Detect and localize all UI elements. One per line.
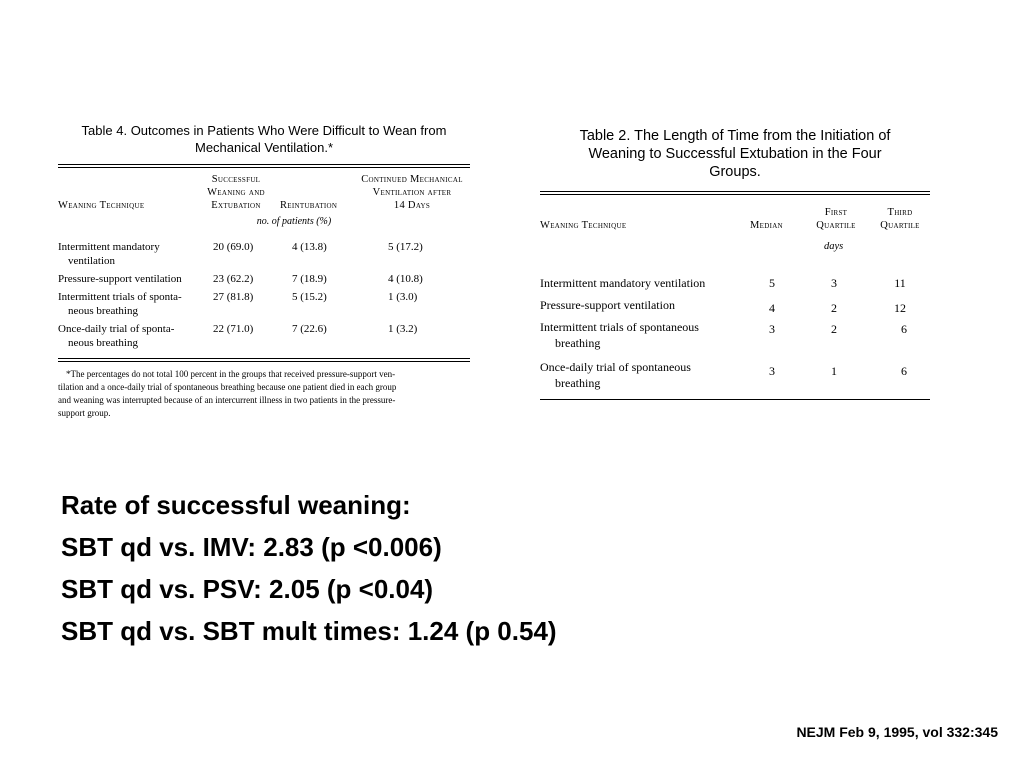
t2-header-first-l1: First — [824, 207, 848, 218]
cell-reintubation: 4 (13.8) — [292, 241, 327, 253]
cell-first-quartile: 1 — [831, 364, 837, 378]
summary-line-3: SBT qd vs. PSV: 2.05 (p <0.04) — [61, 574, 434, 604]
row-label — [540, 359, 760, 391]
row-label-line-2: breathing — [555, 336, 601, 350]
t4-header-continued-l3: 14 Days — [393, 200, 431, 211]
table-row — [58, 240, 470, 272]
footnote-line-4: support group. — [58, 408, 111, 418]
table-4-title-line-1: Table 4. Outcomes in Patients Who Were Difficult to Wean from — [81, 123, 447, 138]
row-label — [540, 319, 760, 351]
row-label-line-1: Pressure-support ventilation — [540, 298, 675, 312]
cell-reintubation: 7 (18.9) — [292, 273, 327, 285]
row-label — [540, 297, 760, 313]
t4-header-successful-l3: Extubation — [211, 200, 261, 211]
table-2-title-line-1: Table 2. The Length of Time from the Initiation of — [579, 128, 891, 144]
table-row — [540, 319, 930, 359]
table-4-title-line-2: Mechanical Ventilation.* — [194, 140, 334, 155]
cell-reintubation: 5 (15.2) — [292, 291, 327, 303]
t4-header-successful — [206, 173, 266, 212]
summary-line-1: Rate of successful weaning: — [61, 490, 411, 520]
t4-header-successful-l1: Successful — [211, 174, 261, 185]
row-label-line-1: Intermittent trials of sponta- — [58, 291, 182, 303]
cell-continued: 1 (3.0) — [388, 291, 418, 303]
cell-reintubation: 7 (22.6) — [292, 323, 327, 335]
cell-first-quartile: 2 — [831, 322, 837, 336]
row-label-line-1: Intermittent mandatory ventilation — [540, 276, 706, 290]
row-label-line-2: ventilation — [68, 255, 116, 267]
summary-line-4: SBT qd vs. SBT mult times: 1.24 (p 0.54) — [61, 616, 557, 646]
cell-third-quartile: 6 — [901, 364, 907, 378]
cell-successful: 27 (81.8) — [213, 291, 254, 303]
t4-header-technique: Weaning Technique — [58, 200, 145, 211]
cell-third-quartile: 6 — [901, 322, 907, 336]
t4-header-continued-l2: Ventilation after — [372, 187, 452, 198]
footnote-line-3: and weaning was interrupted because of an intercurrent illness in two patients in the pressure- — [58, 395, 396, 405]
t2-unit-label: days — [824, 241, 844, 252]
row-label-line-2: neous breathing — [68, 337, 138, 349]
cell-median: 4 — [769, 301, 775, 315]
table-row — [540, 297, 930, 319]
cell-first-quartile: 2 — [831, 301, 837, 315]
row-label — [58, 272, 208, 286]
row-label-line-2: neous breathing — [68, 305, 138, 317]
cell-median: 3 — [769, 322, 775, 336]
t4-header-continued-l1: Continued Mechanical — [361, 174, 463, 185]
table-2-title — [540, 127, 930, 181]
t4-header-successful-l2: Weaning and — [207, 187, 265, 198]
t2-header-technique: Weaning Technique — [540, 220, 627, 231]
t4-header-continued — [354, 173, 470, 212]
row-label-line-1: Once-daily trial of sponta- — [58, 323, 175, 335]
summary-line-2: SBT qd vs. IMV: 2.83 (p <0.006) — [61, 532, 442, 562]
table-2-title-line-2: Weaning to Successful Extubation in the Four — [588, 146, 882, 162]
cell-median: 5 — [769, 276, 775, 290]
table-4-footnote — [58, 368, 470, 420]
summary-text — [61, 484, 557, 652]
table-2 — [540, 127, 930, 400]
table-row — [58, 272, 470, 290]
row-label-line-1: Pressure-support ventilation — [58, 273, 182, 285]
cell-median: 3 — [769, 364, 775, 378]
cell-successful: 23 (62.2) — [213, 273, 254, 285]
t2-header-first-quartile — [806, 206, 866, 232]
row-label-line-1: Once-daily trial of spontaneous — [540, 360, 691, 374]
cell-third-quartile: 12 — [894, 301, 906, 315]
cell-first-quartile: 3 — [831, 276, 837, 290]
table-row — [540, 275, 930, 297]
cell-successful: 20 (69.0) — [213, 241, 254, 253]
row-label — [58, 240, 208, 268]
table-4-header — [58, 168, 470, 216]
cell-continued: 1 (3.2) — [388, 323, 418, 335]
table-2-title-line-3: Groups. — [709, 164, 761, 180]
row-label-line-1: Intermittent trials of spontaneous — [540, 320, 699, 334]
table-2-header — [540, 195, 930, 235]
table-row — [540, 359, 930, 399]
row-label — [540, 275, 760, 291]
t2-header-third-l1: Third — [887, 207, 913, 218]
t2-header-median: Median — [750, 220, 783, 231]
table-4 — [58, 122, 470, 420]
cell-continued: 4 (10.8) — [388, 273, 423, 285]
footnote-line-2: tilation and a once-daily trial of spontaneous breathing because one patient died in each group — [58, 382, 397, 392]
cell-successful: 22 (71.0) — [213, 323, 254, 335]
row-label-line-1: Intermittent mandatory — [58, 241, 160, 253]
row-label — [58, 322, 208, 350]
t2-header-third-l2: Quartile — [880, 220, 920, 231]
row-label — [58, 290, 208, 318]
row-label-line-2: breathing — [555, 376, 601, 390]
t4-header-reintubation: Reintubation — [280, 200, 338, 211]
t2-header-third-quartile — [870, 206, 930, 232]
table-2-bottom-rule — [540, 399, 930, 400]
table-4-bottom-rule — [58, 358, 470, 362]
cell-continued: 5 (17.2) — [388, 241, 423, 253]
citation: NEJM Feb 9, 1995, vol 332:345 — [796, 724, 998, 740]
cell-third-quartile: 11 — [894, 276, 906, 290]
t4-unit-label: no. of patients (%) — [256, 216, 332, 227]
table-row — [58, 290, 470, 322]
table-4-title — [58, 122, 470, 156]
t2-header-first-l2: Quartile — [816, 220, 856, 231]
table-row — [58, 322, 470, 358]
footnote-line-1: *The percentages do not total 100 percent in the groups that received pressure-support ven- — [66, 369, 396, 379]
